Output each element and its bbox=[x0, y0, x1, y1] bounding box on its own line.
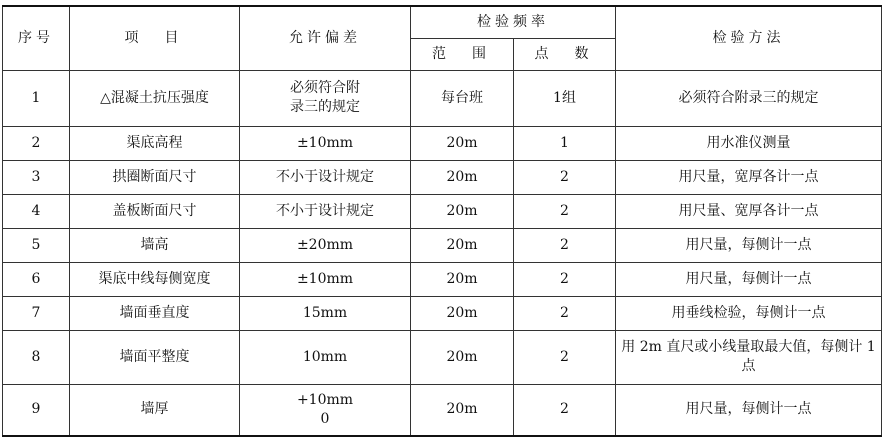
row-no: 2 bbox=[3, 126, 70, 160]
row-range: 20m bbox=[411, 160, 514, 194]
row-range: 20m bbox=[411, 296, 514, 330]
row-tolerance: ±10mm bbox=[240, 262, 411, 296]
row-points: 1 bbox=[514, 126, 616, 160]
header-frequency: 检验频率 bbox=[411, 6, 616, 38]
tolerance-line: 0 bbox=[320, 410, 330, 427]
row-points: 2 bbox=[514, 330, 616, 384]
table-row bbox=[3, 228, 882, 262]
table-row bbox=[3, 194, 882, 228]
row-no: 6 bbox=[3, 262, 70, 296]
header-method: 检验方法 bbox=[616, 6, 882, 70]
inspection-table bbox=[2, 5, 882, 437]
row-method: 用尺量，每侧计一点 bbox=[616, 262, 882, 296]
header-range: 范 围 bbox=[411, 38, 514, 70]
row-tolerance: ±10mm bbox=[240, 126, 411, 160]
header-points: 点 数 bbox=[514, 38, 616, 70]
row-tolerance: 15mm bbox=[240, 296, 411, 330]
row-item: 盖板断面尺寸 bbox=[70, 194, 240, 228]
row-no: 4 bbox=[3, 194, 70, 228]
tolerance-line: +10mm bbox=[296, 391, 354, 408]
row-item: 渠底高程 bbox=[70, 126, 240, 160]
row-points: 1组 bbox=[514, 70, 616, 126]
tolerance-line: 录三的规定 bbox=[290, 99, 360, 115]
row-range: 20m bbox=[411, 384, 514, 436]
header-tolerance: 允许偏差 bbox=[240, 6, 411, 70]
table-row bbox=[3, 126, 882, 160]
row-item: 拱圈断面尺寸 bbox=[70, 160, 240, 194]
row-points: 2 bbox=[514, 296, 616, 330]
row-method: 用垂线检验，每侧计一点 bbox=[616, 296, 882, 330]
row-range: 20m bbox=[411, 262, 514, 296]
row-no: 5 bbox=[3, 228, 70, 262]
row-item: △混凝土抗压强度 bbox=[70, 70, 240, 126]
row-item: 墙高 bbox=[70, 228, 240, 262]
row-method: 用水准仪测量 bbox=[616, 126, 882, 160]
row-range: 20m bbox=[411, 228, 514, 262]
table-row bbox=[3, 262, 882, 296]
row-range: 20m bbox=[411, 126, 514, 160]
row-points: 2 bbox=[514, 262, 616, 296]
table-row bbox=[3, 296, 882, 330]
tolerance-line: 必须符合附 bbox=[290, 80, 360, 96]
row-tolerance: 10mm bbox=[240, 330, 411, 384]
row-method: 用尺量、宽厚各计一点 bbox=[616, 194, 882, 228]
row-points: 2 bbox=[514, 194, 616, 228]
row-range: 每台班 bbox=[411, 70, 514, 126]
row-tolerance bbox=[240, 70, 411, 126]
row-no: 9 bbox=[3, 384, 70, 436]
row-method: 用 2m 直尺或小线量取最大值，每侧计 1 点 bbox=[616, 330, 882, 384]
row-no: 3 bbox=[3, 160, 70, 194]
row-tolerance: 不小于设计规定 bbox=[240, 160, 411, 194]
row-method: 用尺量，宽厚各计一点 bbox=[616, 160, 882, 194]
row-method: 用尺量，每侧计一点 bbox=[616, 384, 882, 436]
table-row bbox=[3, 70, 882, 126]
row-points: 2 bbox=[514, 160, 616, 194]
row-points: 2 bbox=[514, 228, 616, 262]
row-item: 墙厚 bbox=[70, 384, 240, 436]
header-seq: 序号 bbox=[3, 6, 70, 70]
table-row bbox=[3, 330, 882, 384]
row-item: 墙面垂直度 bbox=[70, 296, 240, 330]
table-row bbox=[3, 160, 882, 194]
row-range: 20m bbox=[411, 330, 514, 384]
row-points: 2 bbox=[514, 384, 616, 436]
row-no: 8 bbox=[3, 330, 70, 384]
row-no: 1 bbox=[3, 70, 70, 126]
row-no: 7 bbox=[3, 296, 70, 330]
row-method: 用尺量，每侧计一点 bbox=[616, 228, 882, 262]
row-method: 必须符合附录三的规定 bbox=[616, 70, 882, 126]
header-item: 项 目 bbox=[70, 6, 240, 70]
row-tolerance bbox=[240, 384, 411, 436]
row-range: 20m bbox=[411, 194, 514, 228]
row-item: 墙面平整度 bbox=[70, 330, 240, 384]
row-item: 渠底中线每侧宽度 bbox=[70, 262, 240, 296]
row-tolerance: ±20mm bbox=[240, 228, 411, 262]
row-tolerance: 不小于设计规定 bbox=[240, 194, 411, 228]
table-row bbox=[3, 384, 882, 436]
